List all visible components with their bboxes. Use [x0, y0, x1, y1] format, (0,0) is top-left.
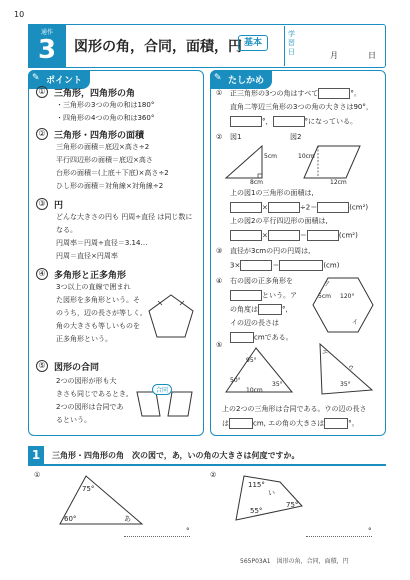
exercise-rule	[28, 464, 386, 466]
section-line: 三角形の面積＝底辺×高さ÷2	[56, 143, 150, 151]
q1-number: ①	[216, 89, 223, 97]
angle-label: 60°	[64, 515, 77, 523]
answer-box[interactable]	[230, 116, 262, 127]
q4-line4: イの辺の長さは	[230, 319, 279, 327]
q5-label: 50°	[230, 377, 241, 384]
q4-line2	[230, 290, 297, 301]
dim-label: 12cm	[330, 179, 347, 186]
answer-box[interactable]	[268, 202, 300, 213]
q4-text: °,	[282, 305, 288, 314]
section-line: 3つ以上の直線で囲まれ	[56, 283, 131, 291]
answer-line-1[interactable]	[124, 536, 190, 537]
pencil-icon: ✎	[32, 73, 40, 83]
section-line: るという。	[56, 416, 91, 424]
q5-label: 35°	[272, 381, 283, 388]
degree-mark: °	[368, 527, 372, 535]
q1-line3	[230, 116, 357, 127]
op: ×	[262, 203, 268, 212]
q3-prefix: 3×	[230, 261, 241, 270]
q1-text: °になっている。	[304, 117, 357, 126]
date-label: 学習日	[288, 30, 295, 56]
section-line: どんな大きさの円も 円周÷直径 は同じ数に	[56, 213, 193, 221]
dim-label: 8cm	[250, 179, 263, 186]
q2-formula2	[230, 230, 358, 241]
section-line: た図形を多角形という。そ	[56, 296, 140, 304]
q2-formula1	[230, 202, 368, 213]
dim-label: 10cm	[298, 153, 315, 160]
section-heading: 多角形と正多角形	[54, 271, 127, 281]
op: ×	[262, 231, 268, 240]
angle-mark: あ	[124, 515, 131, 523]
exercise-title: 三角形・四角形の角 次の図で，あ，いの角の大きさは何度ですか。	[52, 451, 300, 460]
section-line: 円周＝直径×円周率	[56, 252, 118, 260]
op: ＝	[272, 261, 280, 270]
section-number: ③	[36, 198, 48, 210]
unit-label: 通作	[40, 29, 53, 36]
section-heading: 三角形，四角形の角	[54, 89, 136, 99]
section-line: 2つの図形は合同であ	[56, 403, 124, 411]
section-number: ④	[36, 268, 48, 280]
q5-text1: 上の2つの三角形は合同である。ウの辺の長さ	[222, 405, 367, 413]
q2-text1: 上の図1の三角形の面積は,	[230, 189, 314, 197]
date-divider	[284, 26, 285, 66]
angle-label: 75°	[286, 501, 299, 509]
section-line: 角の大きさも等しいものを	[56, 322, 140, 330]
hex-label: 5cm	[318, 293, 331, 300]
op: ＝	[299, 231, 307, 240]
q4-line3	[230, 304, 288, 315]
q5-number: ⑤	[216, 341, 223, 349]
q3-number: ③	[216, 247, 223, 255]
angle-mark: い	[268, 489, 275, 497]
hexagon-figure	[310, 274, 376, 336]
q1-line1	[230, 88, 361, 99]
answer-box[interactable]	[230, 290, 262, 301]
q1-text: °，	[262, 117, 273, 126]
q4-text1: 右の図の正多角形を	[230, 277, 293, 285]
section-line: ・四角形の4つの角の和は360°	[56, 114, 155, 122]
answer-box[interactable]	[317, 202, 349, 213]
q5-text: °。	[348, 419, 359, 428]
section-number: ⑤	[36, 360, 48, 372]
point-tab-label: ポイント	[46, 76, 83, 86]
q4-text: の角度は	[230, 305, 258, 314]
section-heading: 図形の合同	[54, 363, 100, 373]
angle-label: 75°	[82, 485, 95, 493]
unit: (cm²)	[349, 203, 369, 212]
q4-number: ④	[216, 277, 223, 285]
section-line: 正多角形という。	[56, 335, 112, 343]
level-badge: 基本	[238, 35, 268, 51]
answer-line-2[interactable]	[306, 536, 372, 537]
q4-text: という。ア	[262, 291, 297, 300]
hex-label: ア	[324, 281, 331, 288]
check-tab	[210, 70, 272, 89]
angle-label: 115°	[248, 481, 265, 489]
op: ÷2＝	[299, 203, 318, 212]
month-label: 月	[330, 51, 338, 60]
answer-box[interactable]	[268, 230, 300, 241]
q4-text: cmである。	[254, 333, 293, 342]
answer-box[interactable]	[230, 202, 262, 213]
q5-text: cm, エの角の大きさは	[253, 419, 325, 428]
answer-box[interactable]	[258, 304, 282, 315]
congruent-badge: 合同	[152, 384, 172, 395]
answer-box[interactable]	[279, 260, 323, 271]
q5-label: 35°	[340, 381, 351, 388]
q2-text2: 上の図2の平行四辺形の面積は,	[230, 217, 328, 225]
unit: (cm²)	[338, 231, 358, 240]
unit: (cm)	[323, 261, 340, 270]
page-number: 10	[14, 10, 25, 19]
q1-text: 正三角形の3つの角はすべて	[230, 89, 319, 98]
section-heading: 円	[54, 201, 64, 211]
unit-badge	[28, 24, 66, 68]
hex-label: イ	[352, 319, 359, 326]
answer-box[interactable]	[230, 230, 262, 241]
q1-line2: 直角二等辺三角形の3つの角の大きさは90°，	[230, 103, 373, 111]
angle-label: 55°	[250, 507, 263, 515]
check-pencil-icon: ✎	[214, 73, 222, 83]
answer-box[interactable]	[307, 230, 339, 241]
section-line: なる。	[56, 226, 77, 234]
q5-text: は	[222, 419, 229, 428]
answer-box[interactable]	[229, 418, 253, 429]
answer-box[interactable]	[273, 116, 305, 127]
problem-number: ①	[34, 471, 41, 479]
section-number: ①	[36, 86, 48, 98]
check-tab-label: たしかめ	[228, 76, 265, 86]
q5-label: 95°	[246, 357, 257, 364]
section-line: 平行四辺形の面積＝底辺×高さ	[56, 156, 153, 164]
fig1-label: 図1	[230, 133, 242, 141]
section-line: ・三角形の3つの角の和は180°	[56, 101, 155, 109]
unit-number: 3	[37, 35, 57, 65]
q5-label: エ	[322, 349, 329, 356]
section-heading: 三角形・四角形の面積	[54, 131, 145, 141]
q3-text: 直径が3cmの円の円周は,	[230, 247, 311, 255]
section-line: のうち，辺の長さが等しく,	[56, 309, 143, 317]
section-line: きさも同じであるとき,	[56, 390, 129, 398]
q5-text2	[222, 418, 359, 429]
hex-label: 120°	[340, 293, 355, 300]
dim-label: 5cm	[264, 153, 277, 160]
answer-box[interactable]	[240, 260, 272, 271]
section-line: 円周率＝円周÷直径＝3.14…	[56, 239, 148, 247]
footer: 565P03A1 図形の角，合同，面積，円	[240, 558, 349, 565]
problem2-quad	[232, 472, 316, 528]
section-number: ②	[36, 128, 48, 140]
q5-label: 10cm	[246, 387, 263, 394]
section-line: ひし形の面積＝対角線×対角線÷2	[56, 182, 164, 190]
fig2-label: 図2	[290, 133, 302, 141]
q3-formula	[230, 260, 339, 271]
answer-box[interactable]	[324, 418, 348, 429]
section-line: 2つの図形が形も大	[56, 377, 117, 385]
degree-mark: °	[186, 527, 190, 535]
exercise-number: 1	[28, 446, 44, 464]
q5-label: ウ	[348, 365, 355, 372]
pentagon-figure	[146, 292, 196, 340]
q2-figures	[222, 142, 382, 182]
answer-box[interactable]	[318, 88, 350, 99]
q1-text: °。	[350, 89, 361, 98]
page-title: 図形の角，合同，面積，円	[74, 39, 242, 55]
problem-number: ②	[210, 471, 217, 479]
section-line: 台形の面積＝(上底＋下底)×高さ÷2	[56, 169, 169, 177]
day-label: 日	[368, 51, 376, 60]
q2-number: ②	[216, 133, 223, 141]
